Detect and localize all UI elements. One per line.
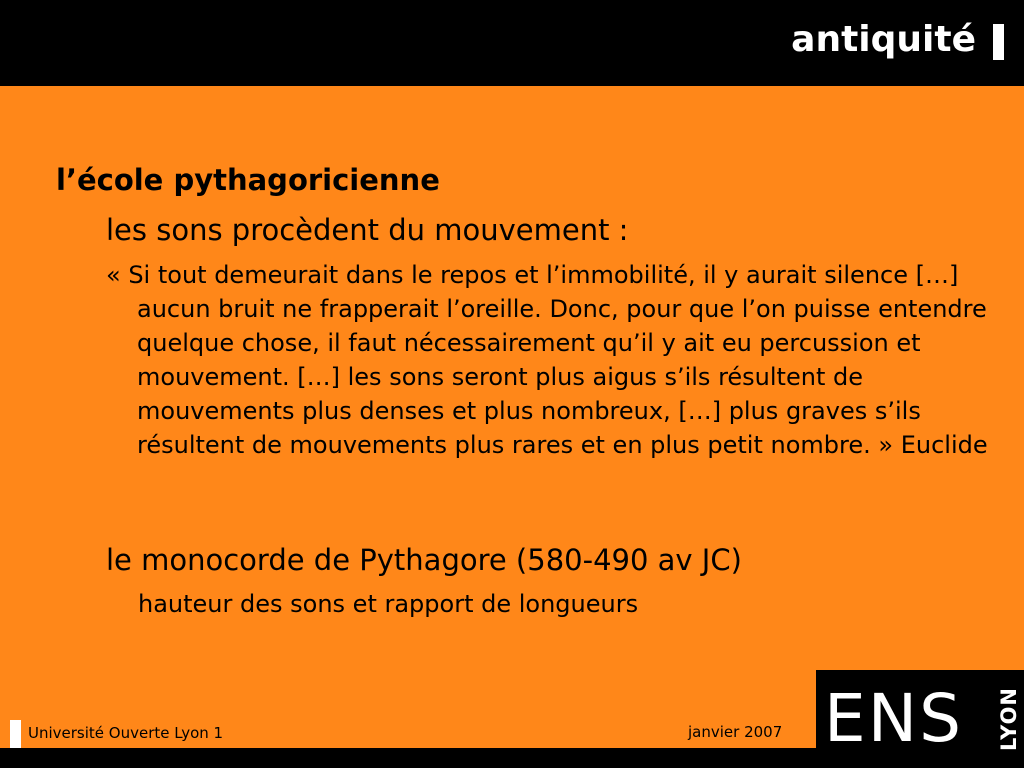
footer-mark (10, 720, 21, 750)
ens-lyon-logo (816, 670, 1024, 768)
euclid-quote: « Si tout demeurait dans le repos et l’immobilité, il y aurait silence […] aucun bruit ne frapperait l’oreille. Donc, pour que l’on puisse entendre quelque chose, il faut nécessairement qu’il y ait eu percussion et mouvement. […] les sons seront plus aigus s’ils résultent de mouvements plus denses et plus nombreux, […] plus graves s’ils résultent de mouvements plus rares et en plus petit nombre. » Euclide (106, 261, 988, 459)
footer-institution: Université Ouverte Lyon 1 (28, 724, 224, 742)
bullet-sounds-from-movement: les sons procèdent du mouvement : (106, 213, 629, 247)
footer-date: janvier 2007 (688, 723, 783, 741)
logo-lyon-text: LYON (997, 687, 1021, 751)
logo-ens-text: ENS (824, 680, 963, 757)
subbullet-pitch-length-ratio: hauteur des sons et rapport de longueurs (138, 590, 639, 618)
heading-pythagorean-school: l’école pythagoricienne (56, 163, 440, 197)
bullet-monochord: le monocorde de Pythagore (580-490 av JC) (106, 543, 742, 577)
slide-title: antiquité (791, 19, 976, 60)
